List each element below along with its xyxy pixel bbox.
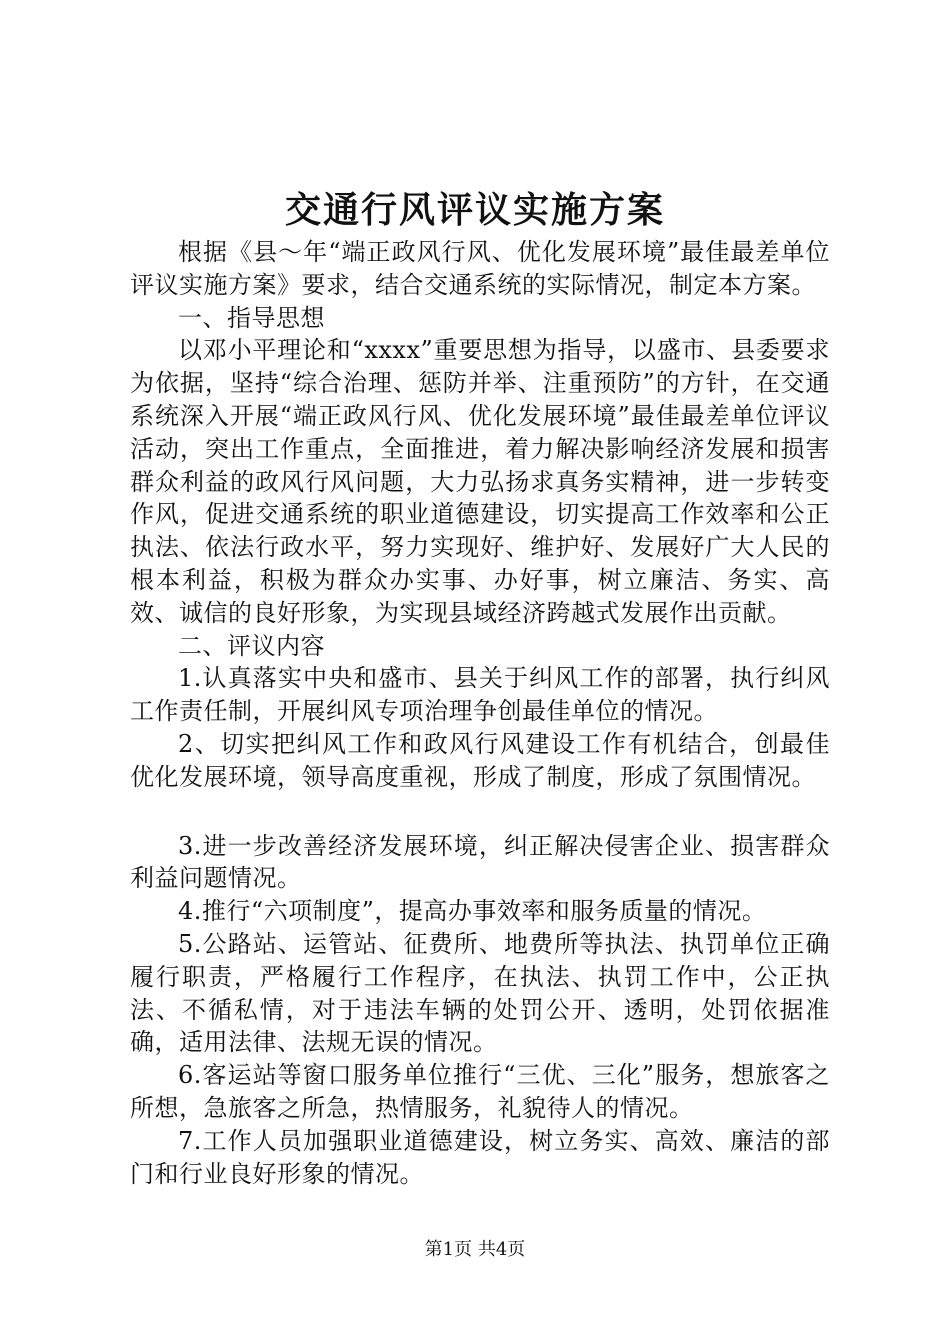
intro-paragraph: 根据《县～年“端正政风行风、优化发展环境”最佳最差单位评议实施方案》要求，结合交通系统的实际情况，制定本方案。 [130,238,830,299]
section-heading-evaluation-content: 二、评议内容 [178,631,325,660]
page-number-footer: 第1页 共4页 [424,1239,526,1260]
list-item: 3.进一步改善经济发展环境，纠正解决侵害企业、损害群众利益问题情况。 [130,831,830,893]
list-item: 1.认真落实中央和盛市、县关于纠风工作的部署，执行纠风工作责任制，开展纠风专项治理争创最佳单位的情况。 [130,664,830,726]
document-body [130,236,830,1190]
list-item: 2、切实把纠风工作和政风行风建设工作有机结合，创最佳优化发展环境，领导高度重视，形成了制度，形成了氛围情况。 [130,729,830,791]
list-item: 4.推行“六项制度”，提高办事效率和服务质量的情况。 [178,897,767,926]
guiding-thought-paragraph: 以邓小平理论和“xxxx”重要思想为指导，以盛市、县委要求为依据，坚持“综合治理、惩防并举、注重预防”的方针，在交通系统深入开展“端正政风行风、优化发展环境”最佳最差单位评议活动，突出工作重点，全面推进，着力解决影响经济发展和损害群众利益的政风行风问题，大力弘扬求真务实精神，进一步转变作风，促进交通系统的职业道德建设，切实提高工作效率和公正执法、依法行政水平，努力实现好、维护好、发展好广大人民的根本利益，积极为群众办实事、办好事，树立廉洁、务实、高效、诚信的良好形象，为实现县域经济跨越式发展作出贡献。 [130,336,830,627]
section-heading-guiding-thought: 一、指导思想 [178,303,325,332]
document-title: 交通行风评议实施方案 [284,189,665,231]
list-item: 7.工作人员加强职业道德建设，树立务实、高效、廉洁的部门和行业良好形象的情况。 [130,1126,830,1188]
list-item: 5.公路站、运管站、征费所、地费所等执法、执罚单位正确履行职责，严格履行工作程序，在执法、执罚工作中，公正执法、不循私情，对于违法车辆的处罚公开、透明，处罚依据准确，适用法律、法规无误的情况。 [130,929,830,1057]
list-item: 6.客运站等窗口服务单位推行“三优、三化”服务，想旅客之所想，急旅客之所急，热情服务，礼貌待人的情况。 [130,1061,830,1122]
